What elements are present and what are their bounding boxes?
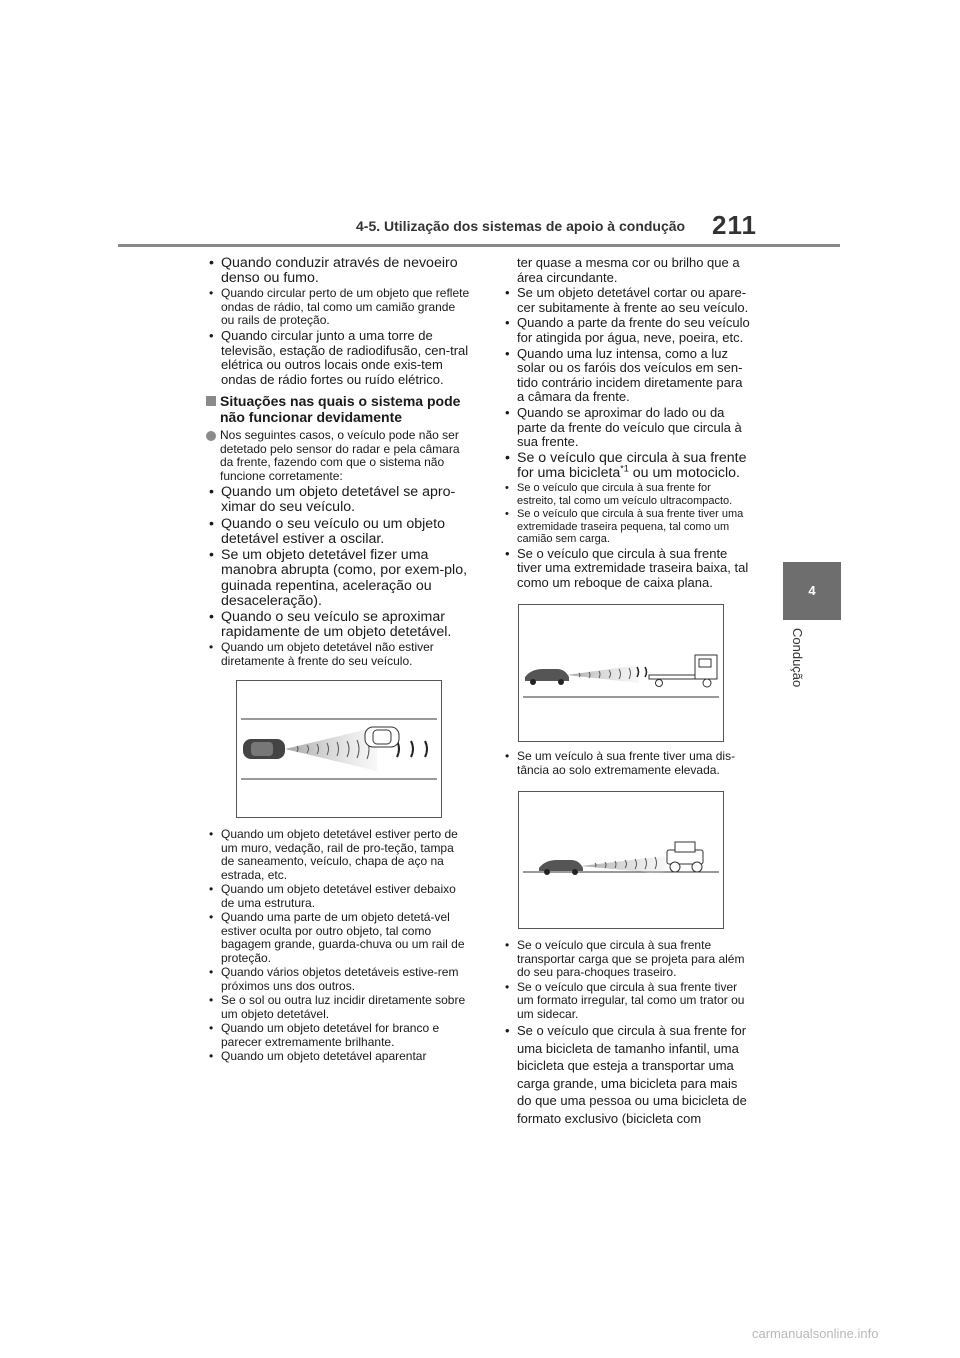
right-column (502, 256, 752, 1128)
section-title: 4-5. Utilização dos sistemas de apoio à condução (356, 218, 686, 234)
continuation-text: ter quase a mesma cor ou brilho que a área circundante. (517, 255, 740, 285)
figure-flatbed-trailer-drawing (519, 605, 723, 741)
bullet-item: • Se o veículo que circula à sua frente transportar carga que se projeta para além do seu para-choques traseiro. (502, 939, 752, 980)
footnote-marker: *1 (620, 463, 629, 474)
page-number: 211 (712, 210, 757, 240)
bullet-item: • Se o sol ou outra luz incidir diretamente sobre um objeto detetável. (206, 994, 470, 1021)
bullet-item: • Se um veículo à sua frente tiver uma dis-tância ao solo extremamente elevada. (502, 750, 752, 777)
bullet-item: • Se um objeto detetável cortar ou apare-cer subitamente à frente ao seu veículo. (502, 286, 752, 315)
chapter-tab[interactable]: 4 (783, 562, 841, 620)
bullet-item: • Se o veículo que circula à sua frente for estreito, tal como um veículo ultracompacto. (502, 482, 752, 507)
bullet-text: Se o veículo que circula à sua frente for uma bicicleta (517, 449, 747, 481)
bullet-item: • Quando o seu veículo ou um objeto detetável estiver a oscilar. (206, 517, 470, 547)
bullet-item: • Se um objeto detetável fizer uma manobra abrupta (como, por exem-plo, guinada repentina, aceleração ou desaceleração). (206, 548, 470, 609)
figure-high-clearance-vehicle (518, 791, 724, 929)
footer-watermark: carmanualsonline.info (752, 1326, 879, 1341)
circle-bullet-icon (206, 431, 216, 441)
page-header (0, 0, 960, 250)
bullet-item: • Quando se aproximar do lado ou da parte da frente do veículo que circula à sua frente. (502, 406, 752, 450)
bullet-item: • Quando vários objetos detetáveis estive-rem próximos uns dos outros. (206, 966, 470, 993)
bullet-item: • Quando um objeto detetável aparentar (206, 1050, 470, 1064)
bullet-item: • Quando o seu veículo se aproximar rapidamente de um objeto detetável. (206, 610, 470, 640)
section-heading (206, 393, 470, 425)
note-item (206, 429, 470, 483)
bullet-item: • Quando um objeto detetável não estiver diretamente à frente do seu veículo. (206, 641, 470, 668)
note-text: Nos seguintes casos, o veículo pode não ser detetado pelo sensor do radar e pela câmara da frente, fazendo com que o sistema não funcione corretamente: (220, 428, 460, 483)
bullet-item: • Se o veículo que circula à sua frente tiver um formato irregular, tal como um trator ou um sidecar. (502, 981, 752, 1022)
bullet-item: • Quando uma parte de um objeto detetá-vel estiver oculta por outro objeto, tal como bagagem grande, guarda-chuva ou um rail de proteção. (206, 911, 470, 965)
bullet-item: • Se o veículo que circula à sua frente for uma bicicleta de tamanho infantil, uma bicicleta que esteja a transportar uma carga grande, uma bicicleta para mais do que uma pessoa ou uma bicicleta de formato exclusivo (bicicleta com (502, 1022, 752, 1127)
figure-high-clearance-vehicle-drawing (519, 792, 723, 928)
bullet-item: • Quando um objeto detetável estiver perto de um muro, vedação, rail de pro-teção, tampa de saneamento, veículo, chapa de aço na estrada, etc. (206, 828, 470, 882)
bullet-item: • Quando um objeto detetável for branco e parecer extremamente brilhante. (206, 1022, 470, 1049)
bullet-text: ou um motociclo. (628, 464, 740, 481)
section-heading-text: Situações nas quais o sistema pode não funcionar devidamente (220, 393, 461, 426)
bullet-item: • Se o veículo que circula à sua frente tiver uma extremidade traseira pequena, tal como um camião sem carga. (502, 508, 752, 546)
square-bullet-icon (206, 396, 216, 406)
chapter-label: Condução (790, 628, 805, 688)
bullet-item: • Quando conduzir através de nevoeiro denso ou fumo. (206, 256, 470, 286)
bullet-item: • Se o veículo que circula à sua frente tiver uma extremidade traseira baixa, tal como um reboque de caixa plana. (502, 547, 752, 591)
bullet-item: • Quando a parte da frente do seu veículo for atingida por água, neve, poeira, etc. (502, 316, 752, 345)
left-column (206, 256, 470, 1065)
figure-flatbed-trailer (518, 604, 724, 742)
bullet-item: • Quando circular perto de um objeto que reflete ondas de rádio, tal como um camião grande ou rails de proteção. (206, 287, 470, 328)
bullet-item (502, 451, 752, 481)
header-rule (118, 244, 840, 247)
bullet-item: • Quando circular junto a uma torre de televisão, estação de radiodifusão, cen-tral elétrica ou outros locais onde exis-tem ondas de rádio fortes ou ruído elétrico. (206, 329, 470, 387)
bullet-item: • Quando um objeto detetável estiver debaixo de uma estrutura. (206, 883, 470, 910)
figure-offset-vehicle-drawing (237, 681, 441, 817)
bullet-item: • Quando um objeto detetável se apro-ximar do seu veículo. (206, 485, 470, 515)
bullet-item: • Quando uma luz intensa, como a luz solar ou os faróis dos veículos em sen-tido contrário incidem diretamente para a câmara da frente. (502, 347, 752, 405)
figure-offset-vehicle (236, 680, 442, 818)
